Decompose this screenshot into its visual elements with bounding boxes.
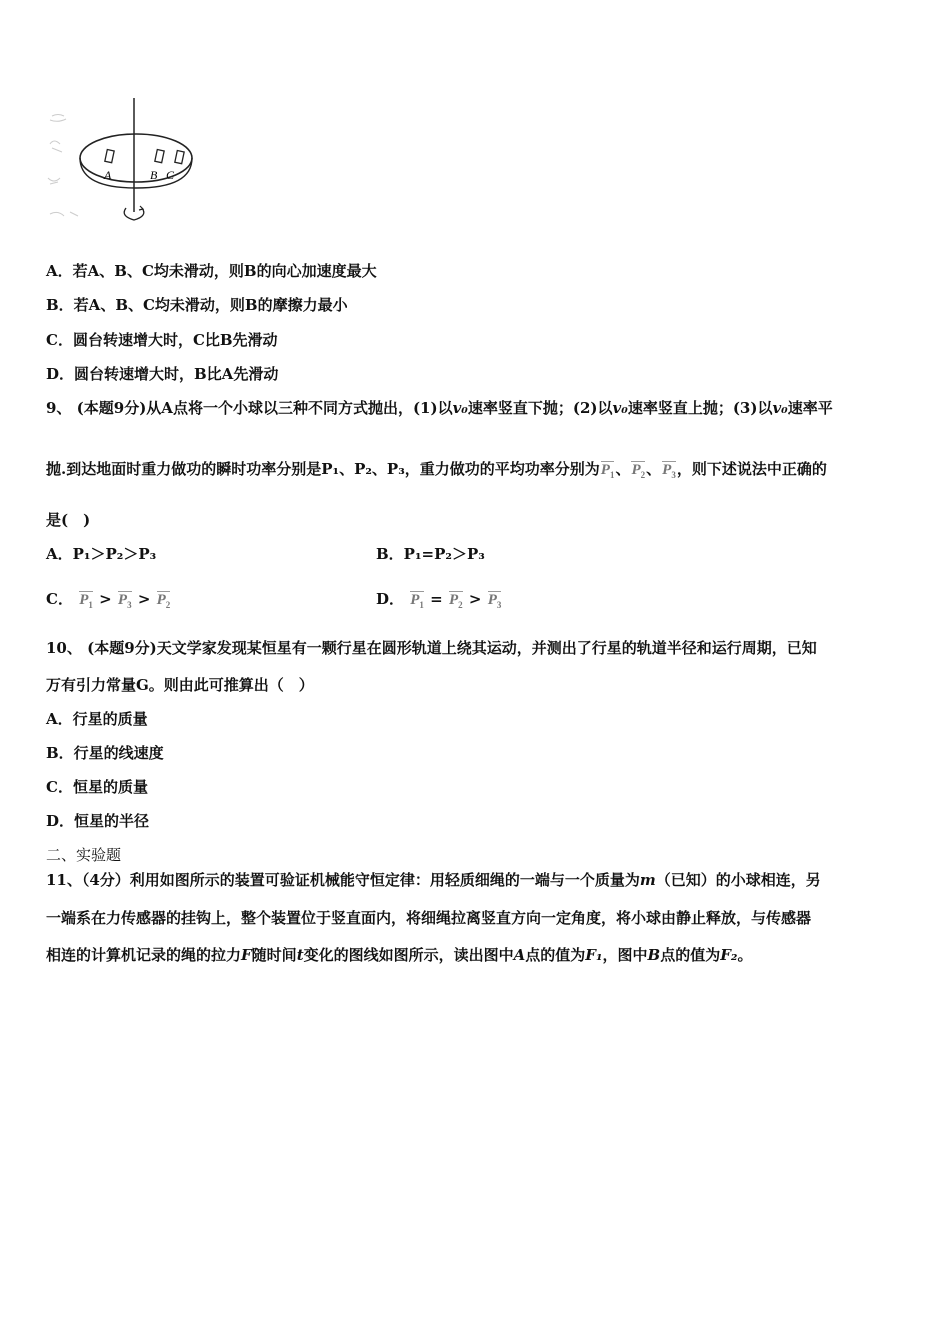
d-p1-bar-symbol: $P_1$ [410, 592, 424, 610]
q9-line-1: 9、 (本题9分)从A点将一个小球以三种不同方式抛出，(1)以v₀速率竖直下抛；(2)以v₀速率竖直上抛；(3)以v₀速率平 [46, 399, 833, 417]
q10-number: 10、 [46, 639, 82, 657]
faded-margin-marks [48, 115, 78, 217]
c-p3-bar-symbol: $P_3$ [117, 592, 132, 610]
p1-bar-symbol: $P_1$ [600, 462, 615, 480]
q10-option-c: C．恒星的质量 [46, 778, 148, 796]
rotating-disc-figure [40, 96, 210, 236]
p3-bar-symbol: $P_3$ [662, 462, 676, 480]
q9-line-2: 抛.到达地面时重力做功的瞬时功率分别是P₁、P₂、P₃，重力做功的平均功率分别为$P_1$、$P_2$、$P_3$，则下述说法中正确的 [46, 460, 827, 480]
q9-line-3: 是( ) [46, 511, 91, 529]
q9-option-d: D． $P_1 = P_2 > P_3$ [376, 590, 502, 610]
block-a [105, 150, 114, 163]
q10-option-a: A．行星的质量 [46, 710, 148, 728]
q9-option-c: C． $P_1 > P_3 > P_2$ [46, 590, 171, 610]
q9-number: 9、 [46, 399, 72, 417]
label-b: B [150, 168, 158, 182]
q8-option-c: C．圆台转速增大时，C比B先滑动 [46, 331, 278, 349]
q10-line-1: 10、 (本题9分)天文学家发现某恒星有一颗行星在圆形轨道上绕其运动，并测出了行星的轨道半径和运行周期，已知 [46, 639, 817, 657]
c-p2-bar-symbol: $P_2$ [156, 592, 171, 610]
block-b [155, 150, 164, 163]
q11-line-3: 相连的计算机记录的绳的拉力F随时间t变化的图线如图所示，读出图中A点的值为F₁，图中B点的值为F₂。 [46, 946, 753, 964]
label-c: C [166, 168, 175, 182]
q9-option-a: A．P₁＞P₂＞P₃ [46, 545, 157, 563]
section-title: 二、实验题 [46, 846, 122, 864]
q8-option-d: D．圆台转速增大时，B比A先滑动 [46, 365, 279, 383]
q8-option-b: B．若A、B、C均未滑动，则B的摩擦力最小 [46, 296, 348, 314]
q10-line-2: 万有引力常量G。则由此可推算出（ ） [46, 676, 314, 694]
d-p3-bar-symbol: $P_3$ [487, 592, 502, 610]
label-a: A [104, 168, 112, 182]
d-p2-bar-symbol: $P_2$ [448, 592, 463, 610]
q11-line-2: 一端系在力传感器的挂钩上，整个装置位于竖直面内，将细绳拉离竖直方向一定角度，将小球由静止释放，与传感器 [46, 909, 812, 927]
block-c [175, 151, 184, 164]
q11-line-1: 11、（4分）利用如图所示的装置可验证机械能守恒定律：用轻质细绳的一端与一个质量为m（已知）的小球相连，另 [46, 871, 821, 889]
q10-option-b: B．行星的线速度 [46, 744, 164, 762]
p2-bar-symbol: $P_2$ [631, 462, 646, 480]
q9-option-b: B．P₁=P₂＞P₃ [376, 545, 485, 563]
q10-option-d: D．恒星的半径 [46, 812, 150, 830]
c-p1-bar-symbol: $P_1$ [79, 592, 93, 610]
q8-option-a: A．若A、B、C均未滑动，则B的向心加速度最大 [46, 262, 377, 280]
